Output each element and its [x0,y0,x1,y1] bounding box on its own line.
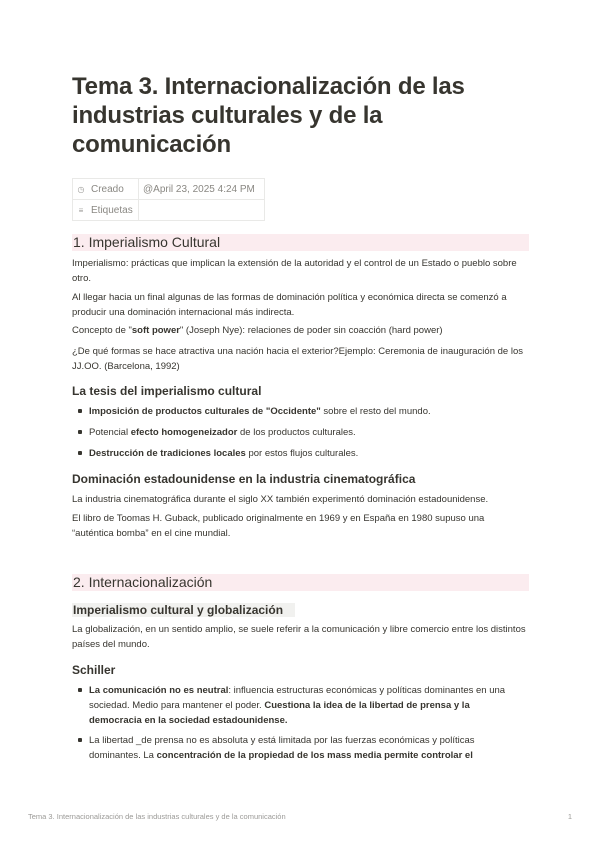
text-run: Potencial [89,427,131,438]
subheading-schiller: Schiller [72,663,116,677]
paragraph [72,323,528,338]
section-heading-imperialismo: 1. Imperialismo Cultural [72,234,529,251]
bullet-icon [78,409,82,413]
property-label-cell [73,179,139,200]
text-run: sobre el resto del mundo. [320,406,431,417]
property-label-cell [73,200,139,221]
text-run: La libertad _de prensa no es absoluta y está limitada por las fuerzas económicas y políticas dominantes. La [89,735,475,761]
property-value-tags[interactable] [139,200,265,221]
bullet-icon [78,451,82,455]
footer-title: Tema 3. Internacionalización de las industrias culturales y de la comunicación [28,812,286,821]
bold-text: La comunicación no es neutral [89,685,229,696]
paragraph: ¿De qué formas se hace atractiva una nación hacia el exterior?Ejemplo: Ceremonia de inauguración de los JJ.OO. (Barcelona, 1992) [72,346,523,372]
list-item-text [89,425,512,440]
bold-text: Cuestiona la idea de la libertad de prensa y la democracia en la sociedad estadounidense. [89,700,470,726]
text-run: Concepto de " [72,325,132,336]
list-item-text [89,683,512,728]
list-item-text [89,446,512,461]
clock-icon: ◷ [77,184,85,194]
text-run: " (Joseph Nye): relaciones de poder sin coacción (hard power) [179,325,443,336]
list-icon: ≡ [78,205,84,215]
bold-text: concentración de la propiedad de los mass media permite controlar el [156,750,473,761]
list-item-text [89,404,512,419]
page-number: 1 [567,812,572,821]
property-value-created[interactable]: @April 23, 2025 4:24 PM [139,179,265,200]
paragraph: La industria cinematográfica durante el siglo XX también experimentó dominación estadounidense. [72,494,489,505]
bold-text: efecto homogeneizador [130,427,238,438]
page-title: Tema 3. Internacionalización de las industrias culturales y de la comunicación [72,73,465,158]
paragraph: Al llegar hacia un final algunas de las formas de dominación política y económica directa se comenzó a producir una dominación internacional más indirecta. [72,292,507,318]
subheading-globalizacion: Imperialismo cultural y globalización [72,603,295,617]
bullet-icon [78,430,82,434]
section-heading-internacionalizacion: 2. Internacionalización [72,574,529,591]
paragraph: El libro de Toomas H. Guback, publicado originalmente en 1969 y en España en 1980 supuso una “auténtica bomba” en el cine mundial. [72,513,485,539]
property-row-tags [73,200,265,221]
bold-text: Destrucción de tradiciones locales [89,448,246,459]
subheading-dominacion: Dominación estadounidense en la industria cinematográfica [72,472,416,486]
page-footer [28,812,572,821]
list-item-text [89,733,512,763]
bold-text: soft power [131,325,180,336]
bullet-icon [78,688,82,692]
property-label: Etiquetas [91,204,133,216]
subheading-tesis: La tesis del imperialismo cultural [72,384,262,398]
properties-table [72,178,265,221]
bullet-icon [78,738,82,742]
text-run: : influencia estructuras económicas y políticas dominantes en una sociedad. Medio para mantener el poder. [89,685,506,711]
property-label: Creado [91,183,124,195]
text-run: de los productos culturales. [237,427,356,438]
paragraph: Imperialismo: prácticas que implican la extensión de la autoridad y el control de un Estado o pueblo sobre otro. [72,258,517,284]
property-row-created [73,179,265,200]
bold-text: Imposición de productos culturales de "Occidente" [89,406,321,417]
text-run: por estos flujos culturales. [245,448,359,459]
paragraph: La globalización, en un sentido amplio, se suele referir a la comunicación y libre comercio entre los distintos países del mundo. [72,624,526,650]
